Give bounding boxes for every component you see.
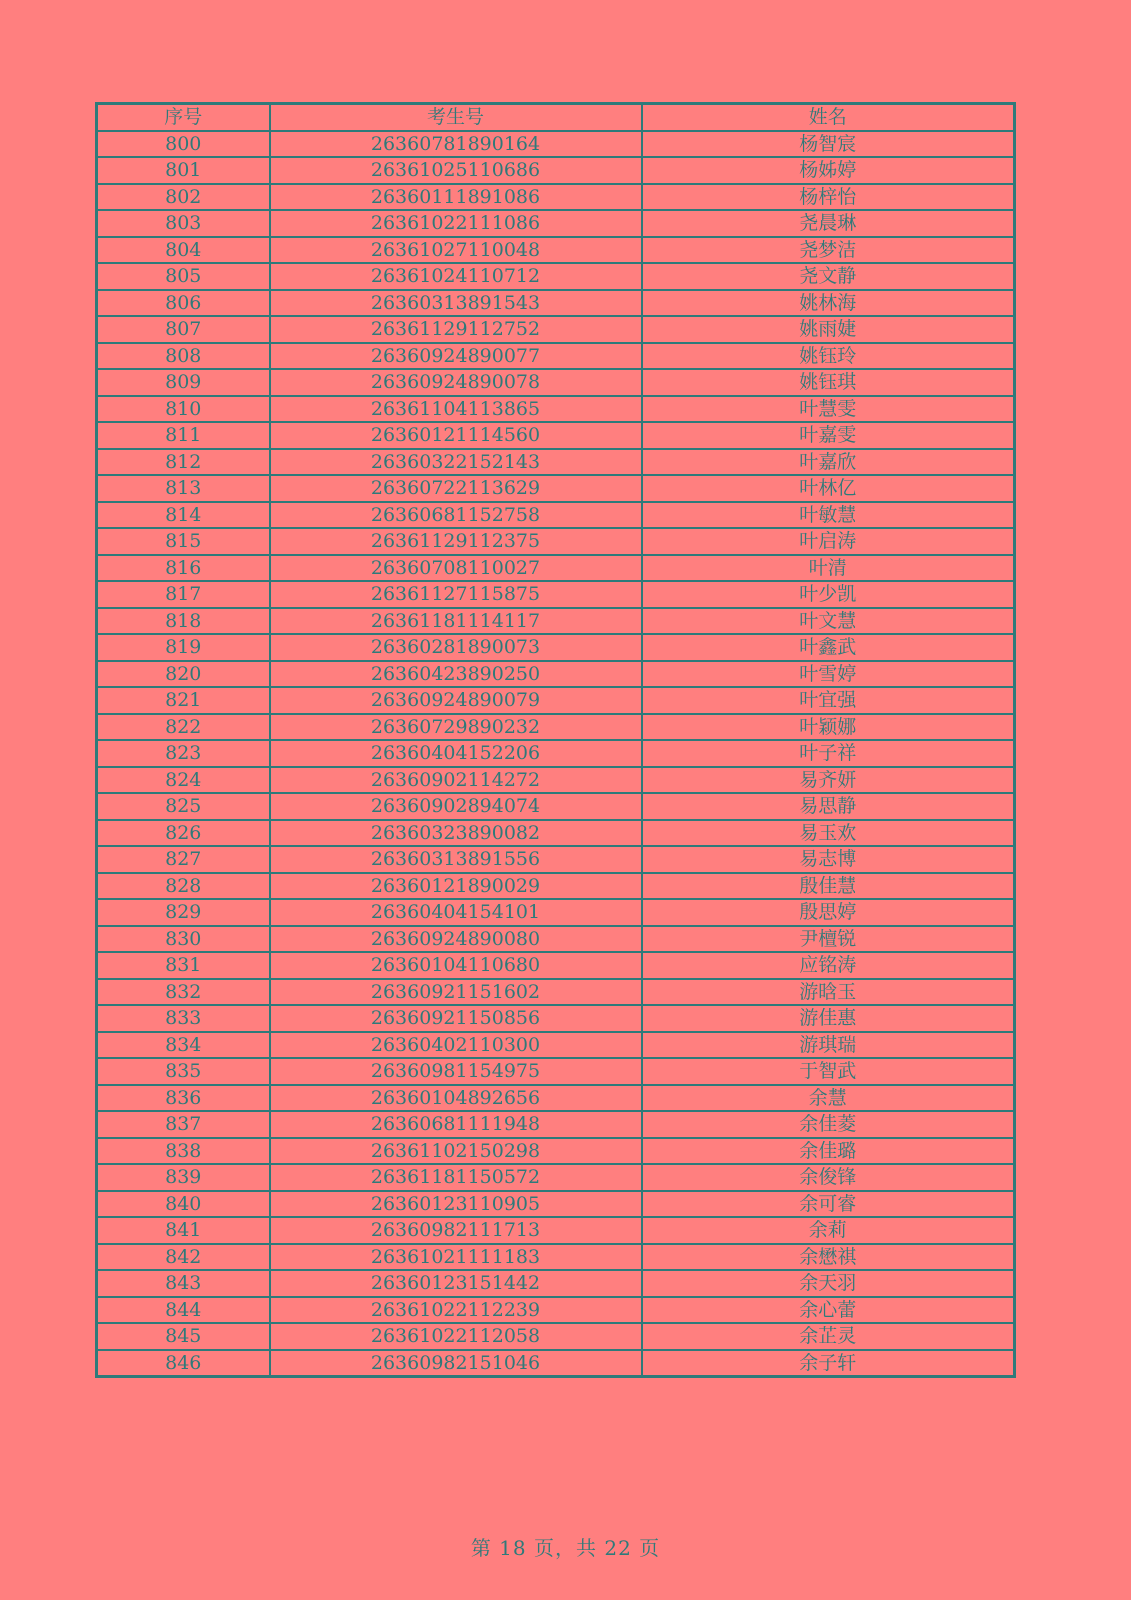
cell-exam-id: 26361027110048: [270, 237, 642, 264]
cell-exam-id: 26360104892656: [270, 1085, 642, 1112]
table-row: [97, 475, 1015, 502]
cell-seq: 800: [97, 131, 270, 158]
cell-name: 叶启涛: [642, 528, 1015, 555]
cell-seq: 843: [97, 1270, 270, 1297]
cell-seq: 808: [97, 343, 270, 370]
table-row: [97, 873, 1015, 900]
cell-seq: 809: [97, 369, 270, 396]
cell-seq: 841: [97, 1217, 270, 1244]
cell-seq: 807: [97, 316, 270, 343]
cell-seq: 834: [97, 1032, 270, 1059]
table-row: [97, 581, 1015, 608]
cell-seq: 804: [97, 237, 270, 264]
table-row: [97, 369, 1015, 396]
table-row: [97, 237, 1015, 264]
cell-name: 姚钰琪: [642, 369, 1015, 396]
table-row: [97, 1138, 1015, 1165]
table-row: [97, 714, 1015, 741]
table-row: [97, 926, 1015, 953]
cell-exam-id: 26360123110905: [270, 1191, 642, 1218]
cell-exam-id: 26360902894074: [270, 793, 642, 820]
cell-name: 杨姊婷: [642, 157, 1015, 184]
table-row: [97, 979, 1015, 1006]
table-row: [97, 767, 1015, 794]
cell-name: 叶鑫武: [642, 634, 1015, 661]
cell-seq: 802: [97, 184, 270, 211]
table-row: [97, 528, 1015, 555]
table-row: [97, 343, 1015, 370]
cell-exam-id: 26360423890250: [270, 661, 642, 688]
cell-name: 易志博: [642, 846, 1015, 873]
cell-exam-id: 26361129112375: [270, 528, 642, 555]
cell-name: 殷佳慧: [642, 873, 1015, 900]
cell-seq: 830: [97, 926, 270, 953]
table-row: [97, 210, 1015, 237]
cell-name: 叶林亿: [642, 475, 1015, 502]
cell-seq: 826: [97, 820, 270, 847]
cell-exam-id: 26361104113865: [270, 396, 642, 423]
table-row: [97, 661, 1015, 688]
table-row: [97, 1058, 1015, 1085]
cell-name: 叶子祥: [642, 740, 1015, 767]
cell-name: 余佳菱: [642, 1111, 1015, 1138]
cell-seq: 805: [97, 263, 270, 290]
cell-seq: 815: [97, 528, 270, 555]
cell-seq: 820: [97, 661, 270, 688]
cell-exam-id: 26361025110686: [270, 157, 642, 184]
table-body: [97, 131, 1015, 1377]
cell-exam-id: 26361024110712: [270, 263, 642, 290]
cell-exam-id: 26360902114272: [270, 767, 642, 794]
cell-exam-id: 26360982111713: [270, 1217, 642, 1244]
table-row: [97, 1323, 1015, 1350]
cell-name: 易思静: [642, 793, 1015, 820]
cell-name: 叶雪婷: [642, 661, 1015, 688]
cell-seq: 825: [97, 793, 270, 820]
cell-seq: 840: [97, 1191, 270, 1218]
cell-name: 尧文静: [642, 263, 1015, 290]
cell-exam-id: 26361127115875: [270, 581, 642, 608]
cell-exam-id: 26360924890080: [270, 926, 642, 953]
table-row: [97, 687, 1015, 714]
table-row: [97, 422, 1015, 449]
table-row: [97, 1297, 1015, 1324]
cell-seq: 821: [97, 687, 270, 714]
table-row: [97, 1350, 1015, 1377]
cell-exam-id: 26361022112058: [270, 1323, 642, 1350]
table-row: [97, 263, 1015, 290]
cell-name: 余佳璐: [642, 1138, 1015, 1165]
table-row: [97, 608, 1015, 635]
cell-name: 余懋祺: [642, 1244, 1015, 1271]
table-row: [97, 1244, 1015, 1271]
table-row: [97, 1270, 1015, 1297]
cell-seq: 819: [97, 634, 270, 661]
cell-seq: 811: [97, 422, 270, 449]
cell-exam-id: 26360121114560: [270, 422, 642, 449]
cell-name: 余心蕾: [642, 1297, 1015, 1324]
cell-exam-id: 26360323890082: [270, 820, 642, 847]
cell-name: 余子轩: [642, 1350, 1015, 1377]
cell-exam-id: 26361022111086: [270, 210, 642, 237]
table-row: [97, 316, 1015, 343]
cell-seq: 831: [97, 952, 270, 979]
cell-exam-id: 26360111891086: [270, 184, 642, 211]
cell-name: 游佳惠: [642, 1005, 1015, 1032]
cell-name: 于智武: [642, 1058, 1015, 1085]
table-row: [97, 449, 1015, 476]
table-row: [97, 502, 1015, 529]
cell-name: 余芷灵: [642, 1323, 1015, 1350]
cell-exam-id: 26361021111183: [270, 1244, 642, 1271]
cell-seq: 818: [97, 608, 270, 635]
cell-exam-id: 26360681111948: [270, 1111, 642, 1138]
cell-exam-id: 26360729890232: [270, 714, 642, 741]
header-seq: 序号: [97, 104, 270, 131]
cell-exam-id: 26361181150572: [270, 1164, 642, 1191]
cell-seq: 845: [97, 1323, 270, 1350]
table-row: [97, 396, 1015, 423]
table-row: [97, 899, 1015, 926]
cell-name: 余俊锋: [642, 1164, 1015, 1191]
cell-name: 叶敏慧: [642, 502, 1015, 529]
cell-seq: 836: [97, 1085, 270, 1112]
table-header: [97, 104, 1015, 131]
cell-seq: 833: [97, 1005, 270, 1032]
cell-seq: 813: [97, 475, 270, 502]
table-row: [97, 131, 1015, 158]
header-row: [97, 104, 1015, 131]
table-row: [97, 157, 1015, 184]
cell-seq: 824: [97, 767, 270, 794]
cell-name: 叶慧雯: [642, 396, 1015, 423]
cell-exam-id: 26360402110300: [270, 1032, 642, 1059]
cell-name: 叶文慧: [642, 608, 1015, 635]
cell-seq: 832: [97, 979, 270, 1006]
cell-name: 余莉: [642, 1217, 1015, 1244]
table-row: [97, 820, 1015, 847]
cell-name: 余天羽: [642, 1270, 1015, 1297]
cell-exam-id: 26360123151442: [270, 1270, 642, 1297]
cell-name: 叶清: [642, 555, 1015, 582]
table-row: [97, 1217, 1015, 1244]
table-row: [97, 952, 1015, 979]
page-footer: [0, 1532, 1131, 1561]
cell-seq: 801: [97, 157, 270, 184]
cell-seq: 835: [97, 1058, 270, 1085]
cell-seq: 822: [97, 714, 270, 741]
cell-exam-id: 26360722113629: [270, 475, 642, 502]
cell-seq: 837: [97, 1111, 270, 1138]
cell-name: 叶颖娜: [642, 714, 1015, 741]
cell-name: 叶少凯: [642, 581, 1015, 608]
cell-exam-id: 26360681152758: [270, 502, 642, 529]
cell-exam-id: 26360121890029: [270, 873, 642, 900]
cell-seq: 816: [97, 555, 270, 582]
cell-name: 姚雨婕: [642, 316, 1015, 343]
table-row: [97, 1164, 1015, 1191]
cell-name: 余慧: [642, 1085, 1015, 1112]
cell-exam-id: 26360981154975: [270, 1058, 642, 1085]
cell-exam-id: 26360708110027: [270, 555, 642, 582]
cell-name: 杨智宸: [642, 131, 1015, 158]
cell-exam-id: 26360404154101: [270, 899, 642, 926]
table-row: [97, 555, 1015, 582]
cell-exam-id: 26360921151602: [270, 979, 642, 1006]
table-row: [97, 1111, 1015, 1138]
cell-seq: 803: [97, 210, 270, 237]
header-exam-id: 考生号: [270, 104, 642, 131]
cell-seq: 814: [97, 502, 270, 529]
cell-name: 易玉欢: [642, 820, 1015, 847]
table-row: [97, 290, 1015, 317]
table-row: [97, 846, 1015, 873]
table-row: [97, 793, 1015, 820]
cell-seq: 810: [97, 396, 270, 423]
header-name: 姓名: [642, 104, 1015, 131]
cell-exam-id: 26360313891543: [270, 290, 642, 317]
cell-exam-id: 26360281890073: [270, 634, 642, 661]
cell-name: 叶嘉雯: [642, 422, 1015, 449]
cell-exam-id: 26361181114117: [270, 608, 642, 635]
cell-seq: 838: [97, 1138, 270, 1165]
cell-exam-id: 26360104110680: [270, 952, 642, 979]
cell-name: 尧晨琳: [642, 210, 1015, 237]
table-row: [97, 1005, 1015, 1032]
cell-exam-id: 26361022112239: [270, 1297, 642, 1324]
table-row: [97, 1191, 1015, 1218]
candidate-table: [95, 102, 1016, 1378]
cell-name: 叶宜强: [642, 687, 1015, 714]
cell-name: 姚林海: [642, 290, 1015, 317]
cell-seq: 839: [97, 1164, 270, 1191]
cell-exam-id: 26360921150856: [270, 1005, 642, 1032]
cell-seq: 823: [97, 740, 270, 767]
cell-seq: 844: [97, 1297, 270, 1324]
cell-seq: 812: [97, 449, 270, 476]
cell-seq: 842: [97, 1244, 270, 1271]
page-number-text: 第 18 页，共 22 页: [470, 1536, 661, 1560]
cell-seq: 827: [97, 846, 270, 873]
cell-name: 殷思婷: [642, 899, 1015, 926]
table-row: [97, 1085, 1015, 1112]
cell-exam-id: 26361129112752: [270, 316, 642, 343]
cell-name: 游晗玉: [642, 979, 1015, 1006]
cell-seq: 828: [97, 873, 270, 900]
cell-seq: 817: [97, 581, 270, 608]
cell-exam-id: 26360924890079: [270, 687, 642, 714]
cell-name: 尹檀锐: [642, 926, 1015, 953]
cell-name: 姚钰玲: [642, 343, 1015, 370]
cell-seq: 806: [97, 290, 270, 317]
cell-name: 叶嘉欣: [642, 449, 1015, 476]
cell-name: 杨梓怡: [642, 184, 1015, 211]
cell-exam-id: 26360924890078: [270, 369, 642, 396]
cell-exam-id: 26360313891556: [270, 846, 642, 873]
cell-seq: 829: [97, 899, 270, 926]
table-row: [97, 184, 1015, 211]
cell-name: 游琪瑞: [642, 1032, 1015, 1059]
table-row: [97, 634, 1015, 661]
cell-exam-id: 26360322152143: [270, 449, 642, 476]
cell-exam-id: 26360982151046: [270, 1350, 642, 1377]
cell-exam-id: 26360781890164: [270, 131, 642, 158]
table-row: [97, 740, 1015, 767]
cell-exam-id: 26360404152206: [270, 740, 642, 767]
cell-name: 易齐妍: [642, 767, 1015, 794]
cell-exam-id: 26360924890077: [270, 343, 642, 370]
cell-name: 尧梦洁: [642, 237, 1015, 264]
cell-name: 余可睿: [642, 1191, 1015, 1218]
table-row: [97, 1032, 1015, 1059]
cell-name: 应铭涛: [642, 952, 1015, 979]
cell-seq: 846: [97, 1350, 270, 1377]
cell-exam-id: 26361102150298: [270, 1138, 642, 1165]
